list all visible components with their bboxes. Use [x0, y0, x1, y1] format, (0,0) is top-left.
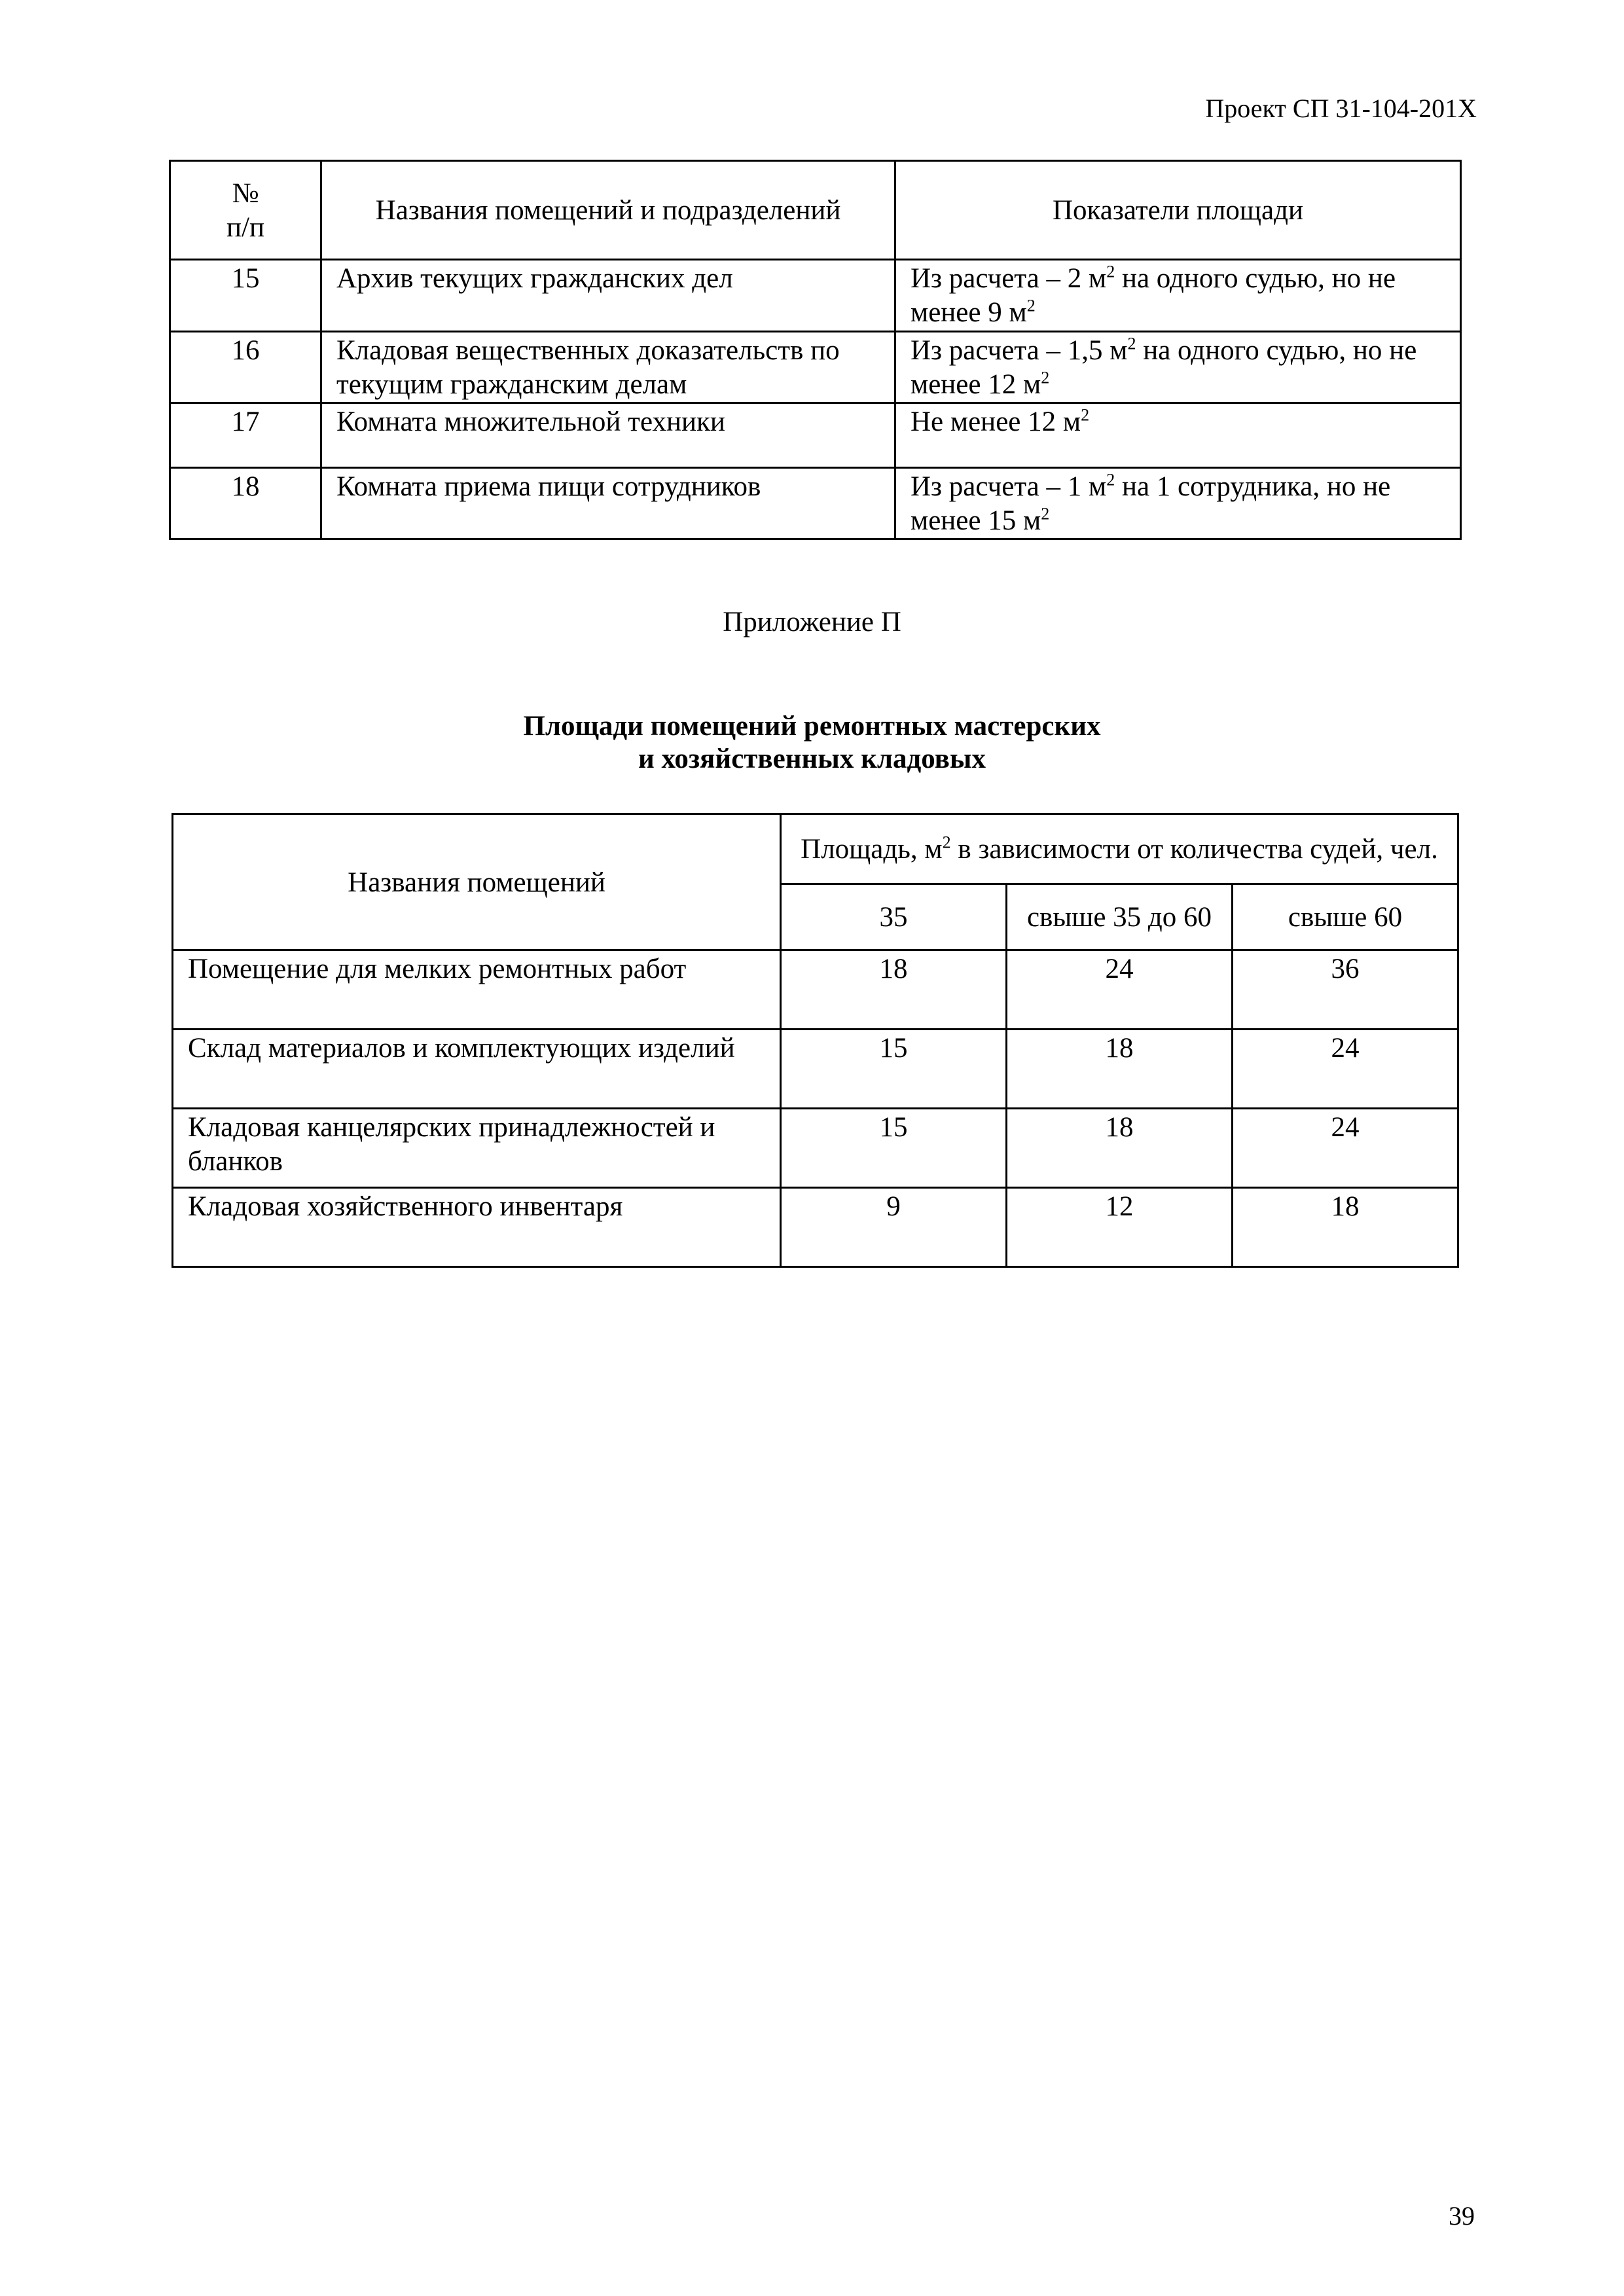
area-value: 12 [1007, 1188, 1233, 1267]
room-name: Комната множительной техники [321, 403, 895, 468]
row-number: 15 [170, 260, 321, 332]
area-requirement: Из расчета – 1,5 $м^2$ на одного судью, но не менее 12 $м^2$ [895, 332, 1461, 403]
workshop-area-table [171, 813, 1459, 1268]
room-name: Комната приема пищи сотрудников [321, 468, 895, 539]
area-value: 24 [1233, 1109, 1458, 1188]
area-value: 18 [781, 950, 1007, 1030]
appendix-label: Приложение П [723, 607, 901, 637]
table-row [173, 1030, 1458, 1109]
room-name: Кладовая канцелярских принадлежностей и бланков [173, 1109, 781, 1188]
table-header-row [173, 814, 1458, 884]
room-name: Кладовая хозяйственного инвентаря [173, 1188, 781, 1267]
table-row [170, 260, 1461, 332]
room-name: Архив текущих гражданских дел [321, 260, 895, 332]
area-value: 18 [1233, 1188, 1458, 1267]
row-number: 17 [170, 403, 321, 468]
area-requirement: Не менее 12 $м^2$ [895, 403, 1461, 468]
area-value: 15 [781, 1109, 1007, 1188]
table-row [170, 403, 1461, 468]
table-row [173, 950, 1458, 1030]
area-requirement: Из расчета – 2 $м^2$ на одного судью, но не менее 9 $м^2$ [895, 260, 1461, 332]
row-number: 18 [170, 468, 321, 539]
column-header-room-names: Названия помещений [173, 814, 781, 950]
table-row [173, 1188, 1458, 1267]
section-title-line-1: Площади помещений ремонтных мастерских [523, 711, 1101, 742]
area-value: 24 [1007, 950, 1233, 1030]
column-header-35-to-60: свыше 35 до 60 [1007, 884, 1233, 950]
column-header-number: № п/п [170, 161, 321, 260]
section-title [0, 710, 1624, 776]
table-row [170, 332, 1461, 403]
table-row [170, 468, 1461, 539]
column-header-over-60: свыше 60 [1233, 884, 1458, 950]
area-value: 24 [1233, 1030, 1458, 1109]
column-header-area-group: Площадь, $м^2$ в зависимости от количества судей, чел. [781, 814, 1458, 884]
room-name: Кладовая вещественных доказательств по текущим гражданским делам [321, 332, 895, 403]
column-header-name: Названия помещений и подразделений [321, 161, 895, 260]
area-value: 15 [781, 1030, 1007, 1109]
page-number: 39 [1449, 2201, 1475, 2231]
area-value: 18 [1007, 1109, 1233, 1188]
document-code-header: Проект СП 31-104-201X [1205, 94, 1477, 123]
room-name: Помещение для мелких ремонтных работ [173, 950, 781, 1030]
room-name: Склад материалов и комплектующих изделий [173, 1030, 781, 1109]
area-value: 18 [1007, 1030, 1233, 1109]
area-value: 9 [781, 1188, 1007, 1267]
row-number: 16 [170, 332, 321, 403]
table-header-row [170, 161, 1461, 260]
table-row [173, 1109, 1458, 1188]
column-header-35: 35 [781, 884, 1007, 950]
section-title-line-2: и хозяйственных кладовых [638, 744, 986, 774]
column-header-area: Показатели площади [895, 161, 1461, 260]
premises-area-table [169, 160, 1462, 540]
area-value: 36 [1233, 950, 1458, 1030]
area-requirement: Из расчета – 1 $м^2$ на 1 сотрудника, но не менее 15 $м^2$ [895, 468, 1461, 539]
